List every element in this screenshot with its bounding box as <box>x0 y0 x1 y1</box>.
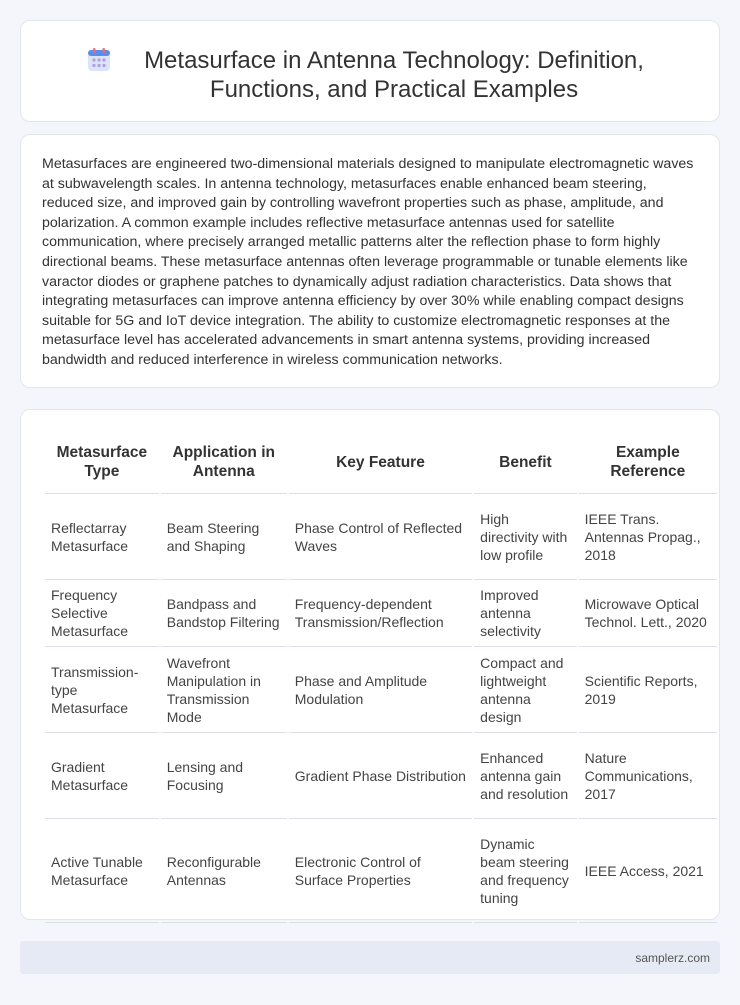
column-header: Example Reference <box>579 430 717 494</box>
table-cell: High directivity with low profile <box>474 494 576 580</box>
table-cell: IEEE Trans. Antennas Propag., 2018 <box>579 494 717 580</box>
table-cell: Bandpass and Bandstop Filtering <box>161 580 287 647</box>
table-cell: Enhanced antenna gain and resolution <box>474 733 576 819</box>
table-cell: Compact and lightweight antenna design <box>474 647 576 733</box>
table-cell: Improved antenna selectivity <box>474 580 576 647</box>
metasurface-table <box>43 430 719 923</box>
table-cell: Active Tunable Metasurface <box>45 819 159 923</box>
table-cell: Dynamic beam steering and frequency tuning <box>474 819 576 923</box>
table-cell: Transmission-type Metasurface <box>45 647 159 733</box>
table-header-row <box>45 430 717 494</box>
table-cell: Phase and Amplitude Modulation <box>289 647 472 733</box>
intro-card <box>20 134 720 388</box>
table-cell: IEEE Access, 2021 <box>579 819 717 923</box>
table-cell: Lensing and Focusing <box>161 733 287 819</box>
table-cell: Electronic Control of Surface Properties <box>289 819 472 923</box>
table-row <box>45 580 717 647</box>
column-header: Key Feature <box>289 430 472 494</box>
footer <box>20 941 720 974</box>
table-cell: Wavefront Manipulation in Transmission Mode <box>161 647 287 733</box>
page-title: Metasurface in Antenna Technology: Definition, Functions, and Practical Examples <box>144 47 644 103</box>
table-cell: Beam Steering and Shaping <box>161 494 287 580</box>
footer-site-link[interactable]: samplerz.com <box>635 951 710 965</box>
table-cell: Microwave Optical Technol. Lett., 2020 <box>579 580 717 647</box>
table-cell: Gradient Metasurface <box>45 733 159 819</box>
title-card <box>20 20 720 122</box>
table-row <box>45 733 717 819</box>
table-cell: Phase Control of Reflected Waves <box>289 494 472 580</box>
table-cell: Nature Communications, 2017 <box>579 733 717 819</box>
column-header: Application in Antenna <box>161 430 287 494</box>
table-cell: Reconfigurable Antennas <box>161 819 287 923</box>
table-cell: Frequency-dependent Transmission/Reflection <box>289 580 472 647</box>
table-cell: Frequency Selective Metasurface <box>45 580 159 647</box>
table-card <box>20 409 720 920</box>
intro-paragraph: Metasurfaces are engineered two-dimensional materials designed to manipulate electromagnetic waves at subwavelength scales. In antenna technology, metasurfaces enable enhanced beam steering, reduced size, and improved gain by controlling wavefront properties such as phase, amplitude, and polarization. A common example includes reflective metasurface antennas used for satellite communication, where precisely arranged metallic patterns alter the reflection phase to form highly directional beams. These metasurface antennas often leverage programmable or tunable elements like varactor diodes or graphene patches to dynamically adjust radiation characteristics. Data shows that integrating metasurfaces can improve antenna efficiency by over 30% while enabling compact designs suitable for 5G and IoT device integration. The ability to customize electromagnetic responses at the metasurface level has accelerated advancements in smart antenna systems, providing increased bandwidth and reduced interference in wireless communication networks. <box>42 156 694 368</box>
column-header: Benefit <box>474 430 576 494</box>
column-header: Metasurface Type <box>45 430 159 494</box>
table-cell: Gradient Phase Distribution <box>289 733 472 819</box>
table-row <box>45 819 717 923</box>
table-row <box>45 494 717 580</box>
table-cell: Scientific Reports, 2019 <box>579 647 717 733</box>
table-cell: Reflectarray Metasurface <box>45 494 159 580</box>
table-row <box>45 647 717 733</box>
calendar-grid-icon <box>86 47 112 73</box>
